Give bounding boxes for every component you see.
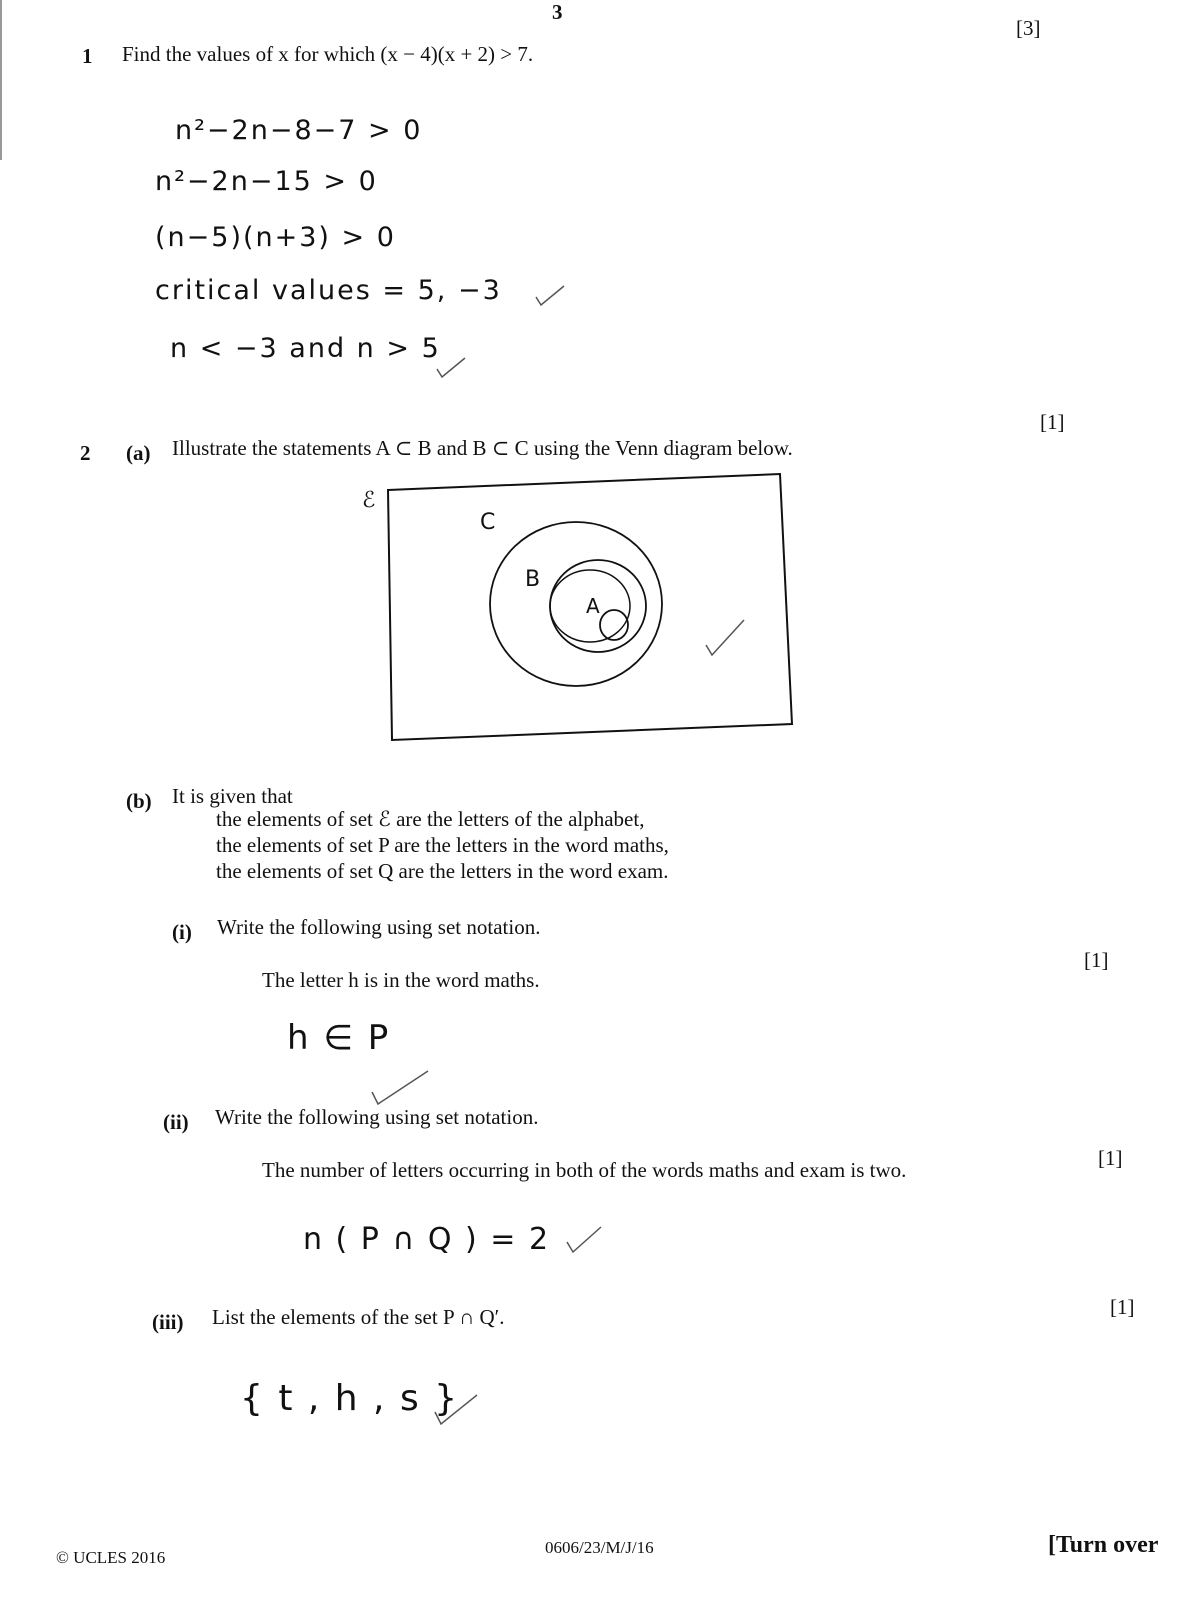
q1-prompt: Find the values of x for which (x − 4)(x + 2) > 7. — [122, 42, 534, 66]
q2bi-answer: h ∈ P — [287, 1018, 391, 1058]
q2a-marks: [1] — [1040, 410, 1065, 434]
q1-working-line-3: (n−5)(n+3) > 0 — [155, 222, 396, 253]
q2bii-label: (ii) — [163, 1110, 189, 1134]
q2b-intro: It is given that — [172, 784, 293, 808]
check-mark-icon — [564, 1224, 604, 1256]
q2biii-marks: [1] — [1110, 1295, 1135, 1319]
venn-universal-symbol: ℰ — [362, 487, 376, 512]
q2biii-prompt: List the elements of the set P ∩ Q′. — [212, 1305, 505, 1329]
q2bii-answer: n ( P ∩ Q ) = 2 — [303, 1222, 551, 1257]
q2bi-label: (i) — [172, 920, 192, 944]
check-mark-icon — [432, 1392, 480, 1428]
q2a-prompt: Illustrate the statements A ⊂ B and B ⊂ C using the Venn diagram below. — [172, 436, 793, 460]
venn-label-b: B — [525, 567, 543, 592]
q1-working-line-4: critical values = 5, −3 — [155, 275, 502, 306]
footer-turn-over: [Turn over — [1048, 1532, 1159, 1558]
venn-label-c: C — [480, 510, 498, 535]
check-mark-icon — [368, 1068, 432, 1108]
check-mark-icon — [434, 355, 468, 381]
q1-number: 1 — [82, 44, 93, 68]
footer-code: 0606/23/M/J/16 — [545, 1538, 654, 1557]
q2b-given-3: the elements of set Q are the letters in the word exam. — [216, 859, 669, 883]
q2a-label: (a) — [126, 441, 151, 465]
q2biii-label: (iii) — [152, 1310, 184, 1334]
q2bii-prompt: Write the following using set notation. — [215, 1105, 539, 1129]
q2bi-prompt: Write the following using set notation. — [217, 915, 541, 939]
venn-label-a: A — [586, 594, 602, 618]
q1-working-line-2: n²−2n−15 > 0 — [155, 166, 378, 197]
q2bii-statement: The number of letters occurring in both of the words maths and exam is two. — [262, 1158, 907, 1182]
q2b-given-2: the elements of set P are the letters in the word maths, — [216, 833, 669, 857]
scan-edge — [0, 0, 2, 160]
venn-set-c — [490, 522, 662, 686]
check-mark-icon — [533, 283, 567, 309]
q2b-label: (b) — [126, 789, 152, 813]
q2bi-marks: [1] — [1084, 948, 1109, 972]
footer-copyright: © UCLES 2016 — [56, 1548, 166, 1567]
check-mark-icon — [706, 620, 744, 655]
q1-working-line-1: n²−2n−8−7 > 0 — [175, 115, 423, 146]
q2-number: 2 — [80, 441, 91, 465]
page-number: 3 — [552, 0, 563, 24]
q2bi-statement: The letter h is in the word maths. — [262, 968, 540, 992]
q1-working-line-5: n < −3 and n > 5 — [170, 333, 441, 364]
q1-marks: [3] — [1016, 16, 1041, 40]
q2b-given-1: the elements of set ℰ are the letters of the alphabet, — [216, 807, 645, 831]
q2biii-answer: { t , h , s } — [240, 1378, 460, 1419]
q2bii-marks: [1] — [1098, 1146, 1123, 1170]
